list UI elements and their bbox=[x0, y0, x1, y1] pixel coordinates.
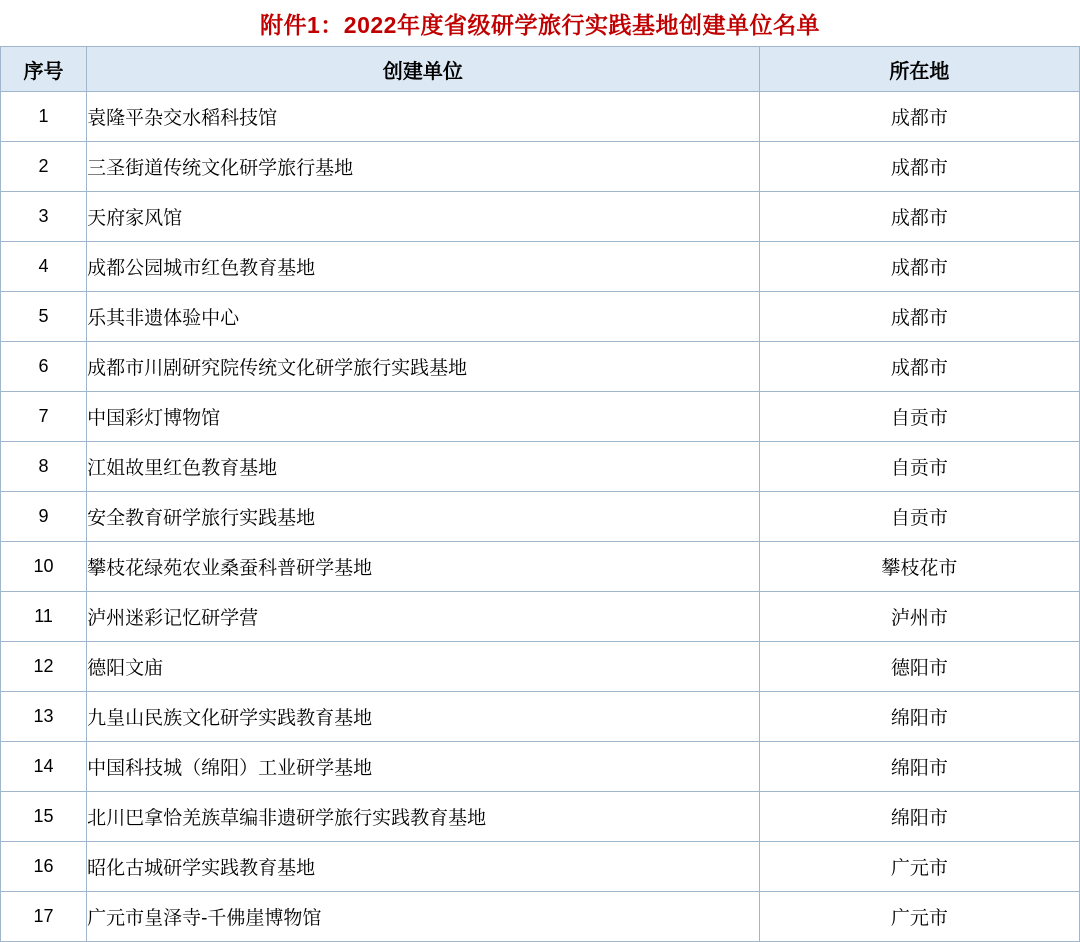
document-title: 附件1：2022年度省级研学旅行实践基地创建单位名单 bbox=[1, 0, 1080, 47]
table-body bbox=[1, 0, 1080, 942]
table-row bbox=[1, 692, 1080, 742]
row-location: 攀枝花市 bbox=[759, 542, 1079, 592]
row-unit: 攀枝花绿苑农业桑蚕科普研学基地 bbox=[87, 542, 760, 592]
row-unit: 九皇山民族文化研学实践教育基地 bbox=[87, 692, 760, 742]
table-row bbox=[1, 242, 1080, 292]
row-unit: 德阳文庙 bbox=[87, 642, 760, 692]
row-no: 6 bbox=[1, 342, 87, 392]
table-row bbox=[1, 392, 1080, 442]
row-location: 德阳市 bbox=[759, 642, 1079, 692]
table-row bbox=[1, 842, 1080, 892]
row-no: 17 bbox=[1, 892, 87, 942]
row-location: 自贡市 bbox=[759, 442, 1079, 492]
row-unit: 天府家风馆 bbox=[87, 192, 760, 242]
row-unit: 三圣街道传统文化研学旅行基地 bbox=[87, 142, 760, 192]
row-location: 成都市 bbox=[759, 292, 1079, 342]
table-row bbox=[1, 642, 1080, 692]
table-row bbox=[1, 792, 1080, 842]
row-no: 16 bbox=[1, 842, 87, 892]
table-row bbox=[1, 742, 1080, 792]
table-header-row bbox=[1, 47, 1080, 92]
row-location: 广元市 bbox=[759, 842, 1079, 892]
column-header-location: 所在地 bbox=[759, 47, 1079, 92]
table-row bbox=[1, 542, 1080, 592]
row-location: 自贡市 bbox=[759, 392, 1079, 442]
row-unit: 泸州迷彩记忆研学营 bbox=[87, 592, 760, 642]
row-no: 12 bbox=[1, 642, 87, 692]
row-unit: 安全教育研学旅行实践基地 bbox=[87, 492, 760, 542]
table-row bbox=[1, 192, 1080, 242]
row-no: 9 bbox=[1, 492, 87, 542]
row-location: 广元市 bbox=[759, 892, 1079, 942]
row-location: 成都市 bbox=[759, 242, 1079, 292]
row-no: 13 bbox=[1, 692, 87, 742]
table-row bbox=[1, 492, 1080, 542]
row-unit: 乐其非遗体验中心 bbox=[87, 292, 760, 342]
row-location: 泸州市 bbox=[759, 592, 1079, 642]
row-location: 成都市 bbox=[759, 142, 1079, 192]
table-row bbox=[1, 592, 1080, 642]
row-unit: 广元市皇泽寺-千佛崖博物馆 bbox=[87, 892, 760, 942]
row-location: 成都市 bbox=[759, 192, 1079, 242]
row-location: 绵阳市 bbox=[759, 792, 1079, 842]
table-row bbox=[1, 442, 1080, 492]
column-header-no: 序号 bbox=[1, 47, 87, 92]
row-unit: 昭化古城研学实践教育基地 bbox=[87, 842, 760, 892]
row-no: 2 bbox=[1, 142, 87, 192]
row-unit: 成都公园城市红色教育基地 bbox=[87, 242, 760, 292]
row-no: 5 bbox=[1, 292, 87, 342]
row-no: 1 bbox=[1, 92, 87, 142]
row-no: 10 bbox=[1, 542, 87, 592]
row-unit: 中国科技城（绵阳）工业研学基地 bbox=[87, 742, 760, 792]
title-row bbox=[1, 0, 1080, 47]
table-row bbox=[1, 292, 1080, 342]
row-no: 15 bbox=[1, 792, 87, 842]
row-location: 绵阳市 bbox=[759, 692, 1079, 742]
row-location: 成都市 bbox=[759, 92, 1079, 142]
table-row bbox=[1, 892, 1080, 942]
table-row bbox=[1, 342, 1080, 392]
row-unit: 袁隆平杂交水稻科技馆 bbox=[87, 92, 760, 142]
row-no: 7 bbox=[1, 392, 87, 442]
table-row bbox=[1, 92, 1080, 142]
row-location: 自贡市 bbox=[759, 492, 1079, 542]
row-no: 4 bbox=[1, 242, 87, 292]
row-location: 绵阳市 bbox=[759, 742, 1079, 792]
row-location: 成都市 bbox=[759, 342, 1079, 392]
row-no: 8 bbox=[1, 442, 87, 492]
column-header-unit: 创建单位 bbox=[87, 47, 760, 92]
row-unit: 中国彩灯博物馆 bbox=[87, 392, 760, 442]
row-unit: 江姐故里红色教育基地 bbox=[87, 442, 760, 492]
row-no: 11 bbox=[1, 592, 87, 642]
row-no: 3 bbox=[1, 192, 87, 242]
row-no: 14 bbox=[1, 742, 87, 792]
row-unit: 北川巴拿恰羌族草编非遗研学旅行实践教育基地 bbox=[87, 792, 760, 842]
row-unit: 成都市川剧研究院传统文化研学旅行实践基地 bbox=[87, 342, 760, 392]
table-row bbox=[1, 142, 1080, 192]
